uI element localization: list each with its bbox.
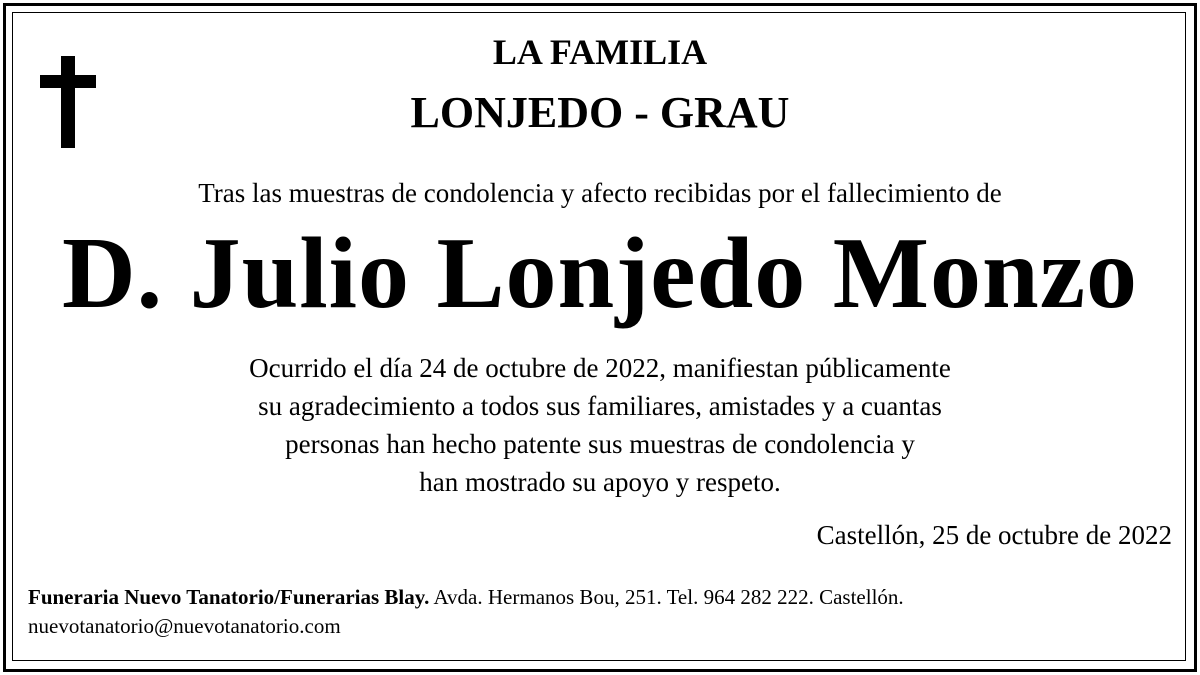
- cross-horizontal-bar: [40, 75, 96, 88]
- message-line: su agradecimiento a todos sus familiares, amistades y a cuantas: [258, 391, 942, 421]
- message-line: han mostrado su apoyo y respeto.: [419, 467, 781, 497]
- intro-text: Tras las muestras de condolencia y afecto recibidas por el fallecimiento de: [198, 178, 1002, 208]
- footer-line-1: [28, 583, 904, 612]
- family-name: LONJEDO - GRAU: [410, 88, 790, 137]
- place-date: Castellón, 25 de octubre de 2022: [816, 520, 1172, 550]
- funeral-home-email: nuevotanatorio@nuevotanatorio.com: [28, 614, 341, 638]
- funeral-home-address: Avda. Hermanos Bou, 251. Tel. 964 282 222. Castellón.: [429, 585, 904, 609]
- deceased-name: D. Julio Lonjedo Monzo: [61, 217, 1139, 330]
- footer: [28, 583, 904, 641]
- message-block: [0, 349, 1200, 501]
- family-label: LA FAMILIA: [492, 32, 708, 72]
- funeral-home-name: Funeraria Nuevo Tanatorio/Funerarias Blay.: [28, 585, 430, 609]
- message-line: personas han hecho patente sus muestras de condolencia y: [285, 429, 915, 459]
- message-line: Ocurrido el día 24 de octubre de 2022, manifiestan públicamente: [249, 353, 951, 383]
